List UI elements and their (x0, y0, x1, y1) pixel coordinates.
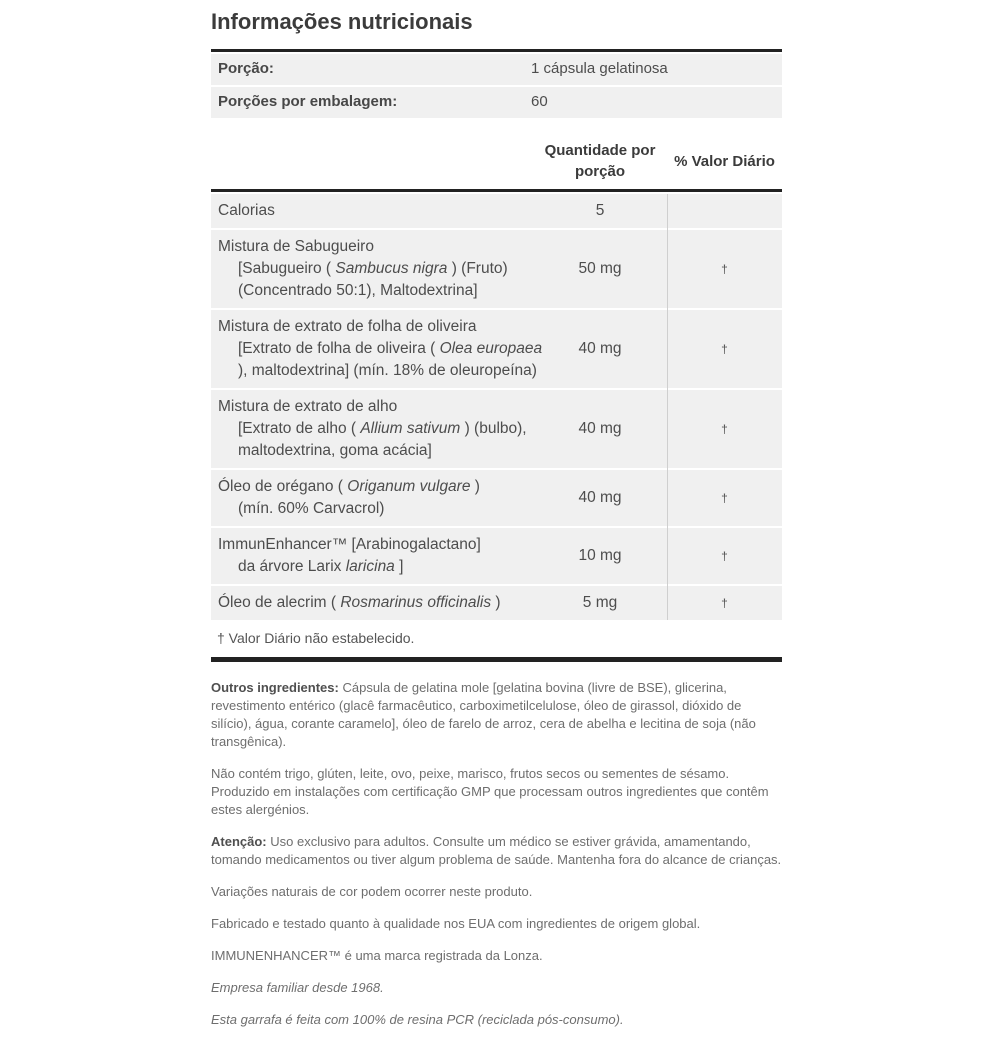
daily-value: † (721, 549, 728, 563)
table-row (211, 390, 782, 468)
table-row (211, 528, 782, 584)
paragraph: Fabricado e testado quanto à qualidade nos EUA com ingredientes de origem global. (211, 916, 701, 931)
nutrition-label (211, 8, 782, 1043)
amount-per-serving: 40 mg (578, 489, 622, 506)
paragraph: Esta garrafa é feita com 100% de resina PCR (reciclada pós-consumo). (211, 1012, 624, 1027)
serving-size-label: Porção: (218, 60, 274, 77)
paragraph: Empresa familiar desde 1968. (211, 980, 384, 995)
ingredient-name: Calorias (218, 202, 275, 219)
table-row (211, 310, 782, 388)
serving-size-row (211, 54, 782, 85)
table-row (211, 586, 782, 620)
table-column-headers (211, 140, 782, 189)
amount-per-serving: 5 mg (582, 594, 618, 611)
paragraph: Não contém trigo, glúten, leite, ovo, peixe, marisco, frutos secos ou sementes de sésamo. Produzido em instalações com certificação GMP que processam outros ingredientes que contêm estes alergénios. (211, 766, 769, 817)
info-paragraphs (211, 679, 782, 1029)
servings-per-container-label: Porções por embalagem: (218, 93, 398, 110)
paragraph: IMMUNENHANCER™ é uma marca registrada da Lonza. (211, 948, 543, 963)
column-divider (667, 194, 668, 620)
table-row (211, 194, 782, 228)
servings-per-container-value: 60 (531, 93, 548, 110)
table-row (211, 470, 782, 526)
servings-per-container-row (211, 87, 782, 118)
amount-per-serving: 50 mg (578, 260, 622, 277)
paragraph: Atenção: Uso exclusivo para adultos. Consulte um médico se estiver grávida, amamentando, tomando medicamentos ou tiver algum problema de saúde. Mantenha fora do alcance de crianças. (211, 834, 782, 867)
serving-size-value: 1 cápsula gelatinosa (531, 60, 668, 77)
ingredient-name: Óleo de alecrim ( Rosmarinus officinalis ) (218, 594, 501, 611)
daily-value: † (721, 422, 728, 436)
amount-per-serving: 40 mg (578, 420, 622, 437)
daily-value: † (721, 491, 728, 505)
paragraph: Variações naturais de cor podem ocorrer neste produto. (211, 884, 533, 899)
daily-value: † (721, 596, 728, 610)
nutrition-rows (211, 194, 782, 620)
daily-value-column-header: % Valor Diário (674, 152, 775, 170)
page-title: Informações nutricionais (211, 9, 473, 34)
ingredient-name: Mistura de extrato de alho [Extrato de alho ( Allium sativum ) (bulbo), maltodextrina, goma acácia] (218, 398, 527, 459)
daily-value-footnote: † Valor Diário não estabelecido. (211, 620, 782, 657)
paragraph-lead: Atenção: (211, 834, 267, 849)
paragraph-lead: Outros ingredientes: (211, 680, 339, 695)
amount-per-serving: 10 mg (578, 547, 622, 564)
amount-per-serving: 5 (595, 202, 605, 219)
paragraph: Outros ingredientes: Cápsula de gelatina mole [gelatina bovina (livre de BSE), glicerina, revestimento entérico (glacê farmacêutico, carboximetilcelulose, óleo de girassol, dióxido de silício), água, corante caramelo], óleo de farelo de arroz, cera de abelha e lecitina de soja (não transgênica). (211, 680, 756, 749)
ingredient-name: ImmunEnhancer™ [Arabinogalactano] da árvore Larix laricina ] (218, 536, 481, 575)
daily-value: † (721, 342, 728, 356)
table-bottom-rule (211, 657, 782, 662)
daily-value: † (721, 262, 728, 276)
table-top-rule (211, 189, 782, 192)
ingredient-name: Mistura de Sabugueiro [Sabugueiro ( Sambucus nigra ) (Fruto) (Concentrado 50:1), Maltodextrina] (218, 238, 508, 299)
table-row (211, 230, 782, 308)
amount-per-serving: 40 mg (578, 340, 622, 357)
serving-info-table (211, 49, 782, 118)
ingredient-name: Mistura de extrato de folha de oliveira [Extrato de folha de oliveira ( Olea europaea ), maltodextrina] (mín. 18% de oleuropeína) (218, 318, 543, 379)
amount-column-header: Quantidade por porção (544, 142, 656, 180)
ingredient-name: Óleo de orégano ( Origanum vulgare ) (mín. 60% Carvacrol) (218, 478, 480, 517)
